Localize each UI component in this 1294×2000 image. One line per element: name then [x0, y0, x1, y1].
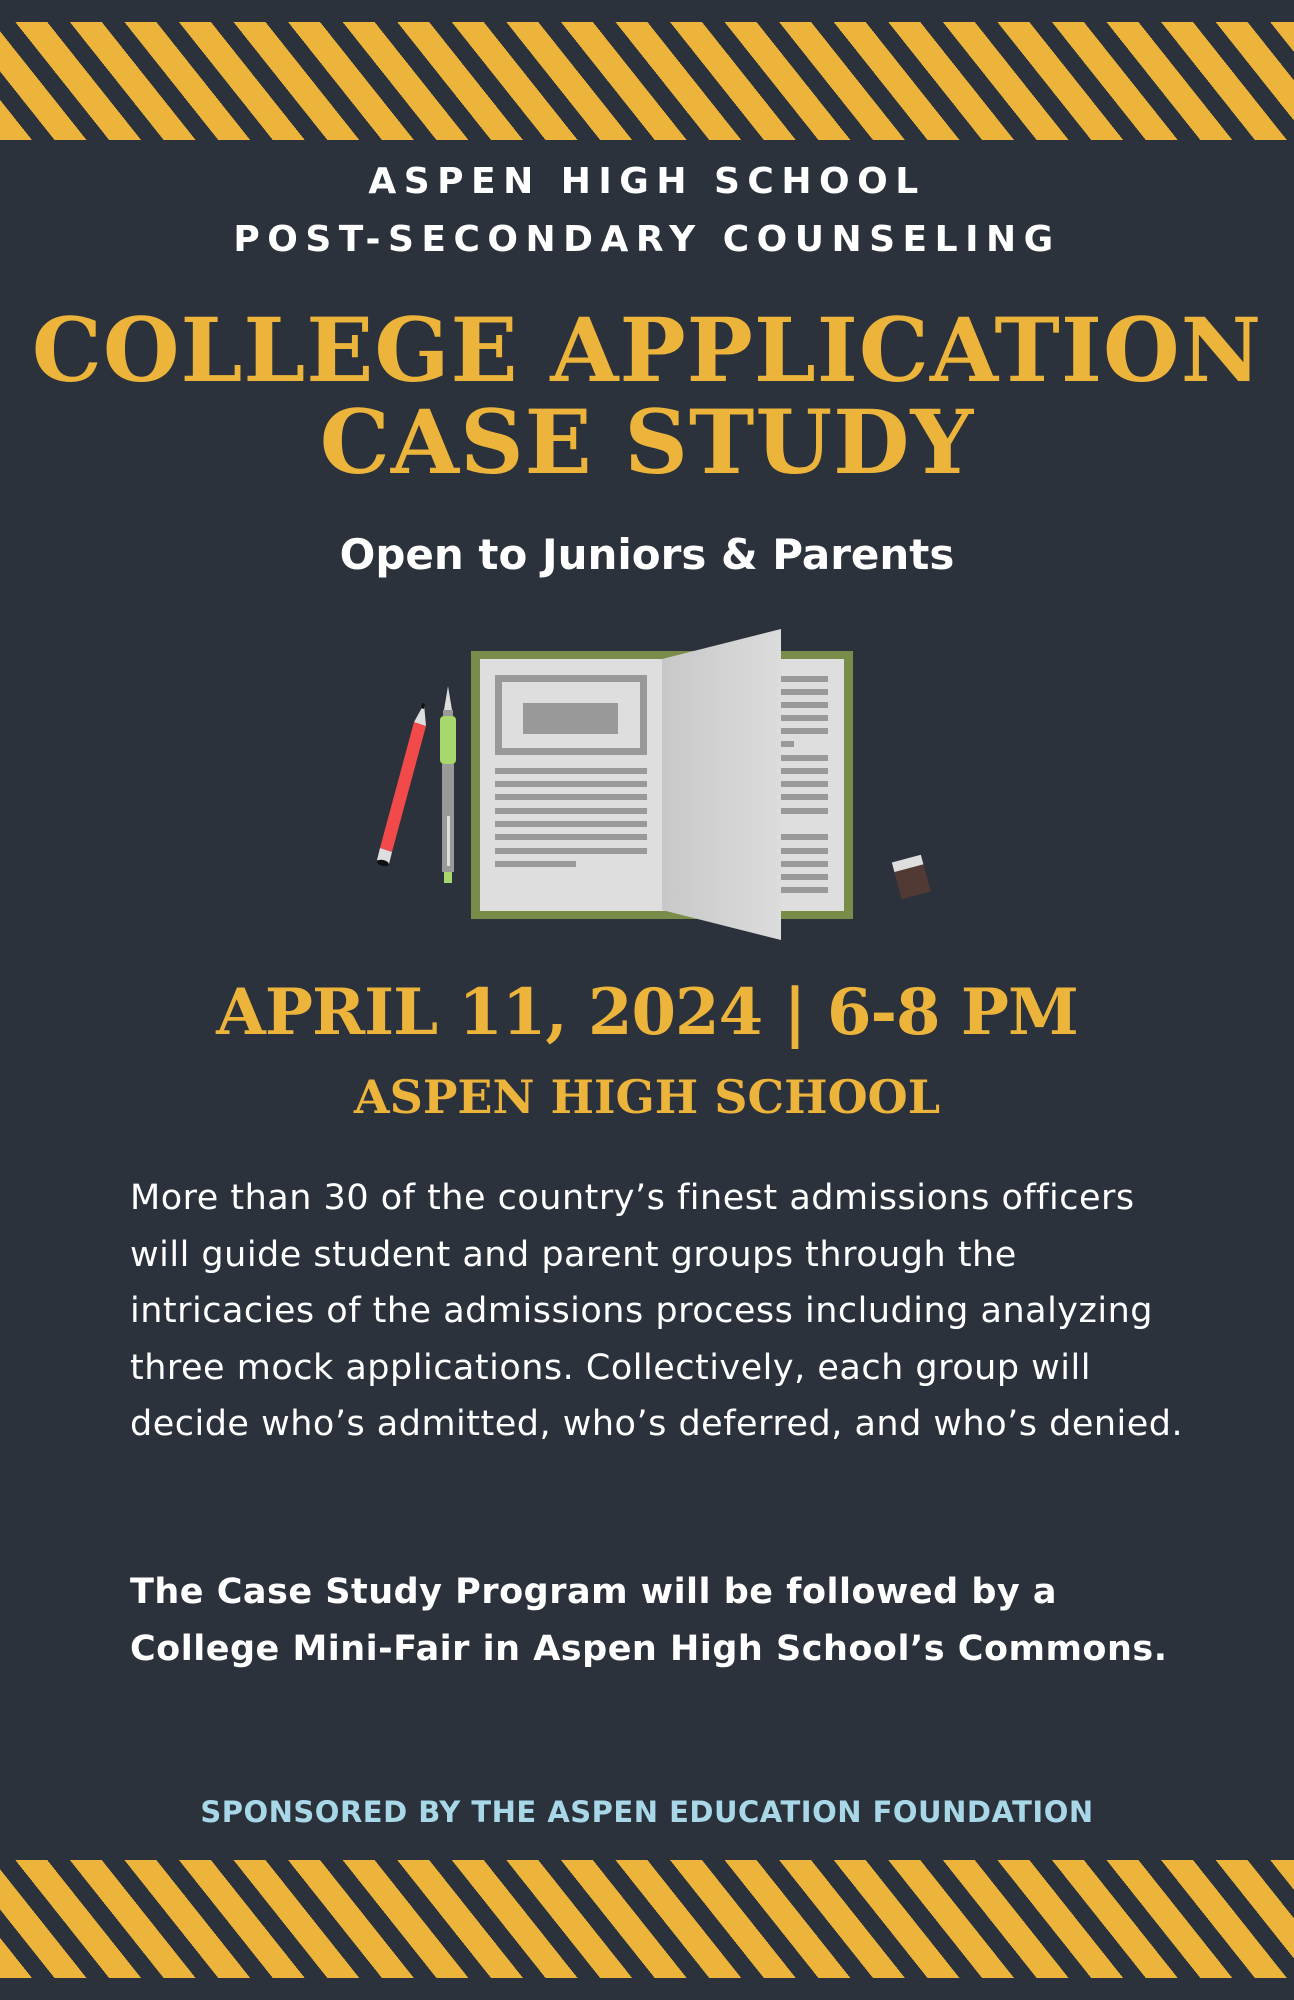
pen-icon [440, 686, 456, 883]
open-book-icon [471, 629, 853, 940]
event-date-time: APRIL 11, 2024 | 6-8 PM [216, 975, 1078, 1050]
department-name: POST-SECONDARY COUNSELING [233, 219, 1061, 260]
event-description: More than 30 of the country’s finest admissions officers will guide student and parent groups through the intricacies of the admissions process including analyzing three mock applications. Collectively, each group will decide who’s admitted, who’s deferred, and who’s denied. [130, 1178, 1184, 1444]
hazard-stripe-band-bottom [0, 1860, 1294, 1978]
sponsor-credit: SPONSORED BY THE ASPEN EDUCATION FOUNDATION [200, 1795, 1094, 1829]
event-title-line-1: COLLEGE APPLICATION [31, 298, 1263, 402]
pencil-icon [376, 703, 426, 867]
school-name: ASPEN HIGH SCHOOL [368, 161, 926, 202]
event-title-line-2: CASE STUDY [319, 390, 975, 494]
audience-subtitle: Open to Juniors & Parents [339, 530, 955, 579]
study-illustration [360, 620, 960, 950]
event-venue: ASPEN HIGH SCHOOL [353, 1070, 941, 1124]
eraser-icon [892, 855, 931, 899]
hazard-stripe-band-top [0, 22, 1294, 140]
mini-fair-note: The Case Study Program will be followed by a College Mini-Fair in Aspen High School’s Commons. [130, 1572, 1168, 1669]
